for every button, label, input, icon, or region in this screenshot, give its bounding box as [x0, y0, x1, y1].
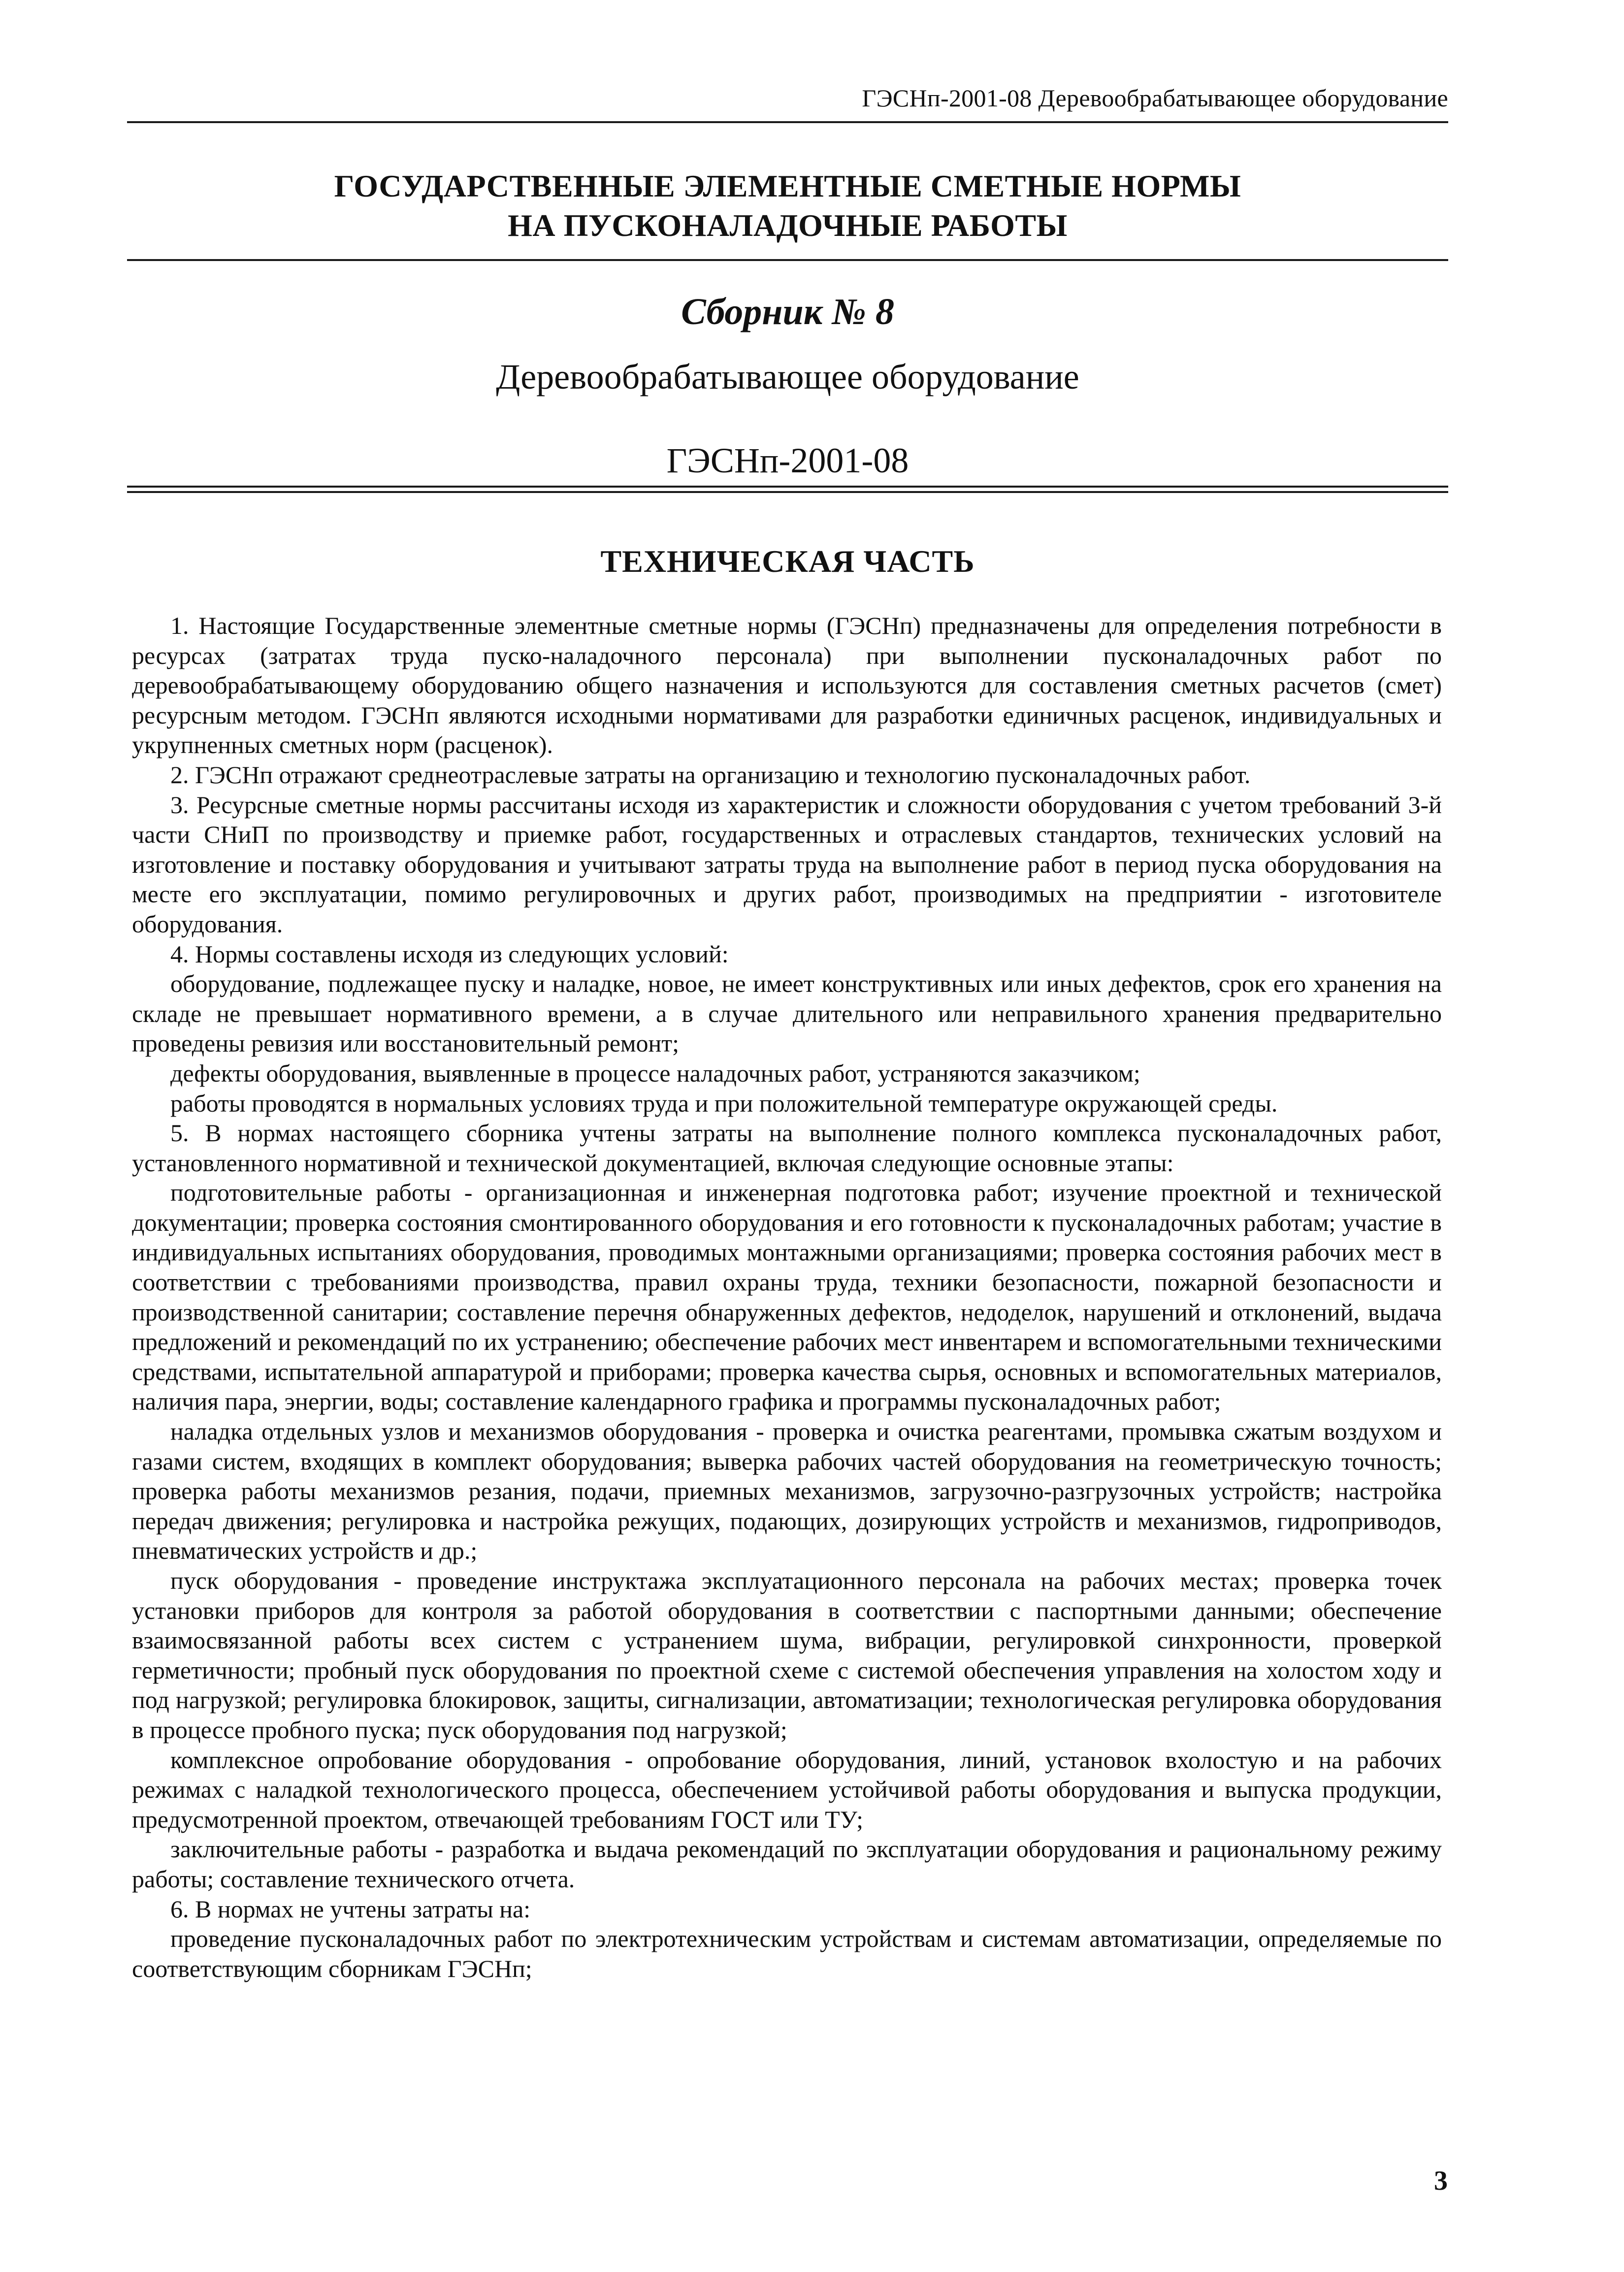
paragraph-6: 6. В нормах не учтены затраты на:	[170, 1895, 531, 1923]
paragraph-5-stage-preparatory: подготовительные работы - организационная и инженерная подготовка работ; изучение проектной и технической документации; проверка состояния смонтированного оборудования и его готовности к пусконаладочных работам; участие в индивидуальных испытаниях оборудования, проводимых монтажными организациями; проверка состояния рабочих мест в соответствии с требованиями производства, правил охраны труда, техники безопасности, пожарной безопасности и производственной санитарии; составление перечня обнаруженных дефектов, недоделок, нарушений и отклонений, выдача предложений и рекомендаций по их устранению; обеспечение рабочих мест инвентарем и вспомогательными техническими средствами, испытательной аппаратурой и приборами; проверка качества сырья, основных и вспомогательных материалов, наличия пара, энергии, воды; составление календарного графика и программы пусконаладочных работ;	[132, 1179, 1442, 1416]
paragraph-4-condition-2: дефекты оборудования, выявленные в процессе наладочных работ, устраняются заказчиком;	[170, 1059, 1140, 1087]
paragraph-5-stage-final: заключительные работы - разработка и выдача рекомендаций по эксплуатации оборудования и рациональному режиму работы; составление технического отчета.	[132, 1835, 1442, 1893]
collection-code: ГЭСНп-2001-08	[666, 441, 909, 480]
document-title	[127, 166, 1448, 245]
header-rule	[127, 121, 1448, 123]
collection-name: Деревообрабатывающее оборудование	[496, 357, 1079, 396]
code-rule-lower	[127, 491, 1448, 493]
collection-number: Сборник № 8	[681, 291, 894, 332]
paragraph-4: 4. Нормы составлены исходя из следующих условий:	[170, 940, 729, 968]
paragraph-2: 2. ГЭСНп отражают среднеотраслевые затраты на организацию и технологию пусконаладочных работ.	[170, 760, 1251, 789]
document-title-line-2: НА ПУСКОНАЛАДОЧНЫЕ РАБОТЫ	[508, 208, 1068, 243]
paragraph-4-condition-1: оборудование, подлежащее пуску и наладке, новое, не имеет конструктивных или иных дефектов, срок его хранения на складе не превышает нормативного времени, а в случае длительного или неправильного хранения предварительно проведены ревизия или восстановительный ремонт;	[132, 970, 1442, 1057]
paragraph-4-condition-3: работы проводятся в нормальных условиях труда и при положительной температуре окружающей среды.	[170, 1089, 1278, 1117]
document-title-line-1: ГОСУДАРСТВЕННЫЕ ЭЛЕМЕНТНЫЕ СМЕТНЫЕ НОРМЫ	[334, 168, 1241, 203]
paragraph-5: 5. В нормах настоящего сборника учтены затраты на выполнение полного комплекса пусконаладочных работ, установленного нормативной и технической документацией, включая следующие основные этапы:	[132, 1119, 1442, 1177]
paragraph-5-stage-complex-testing: комплексное опробование оборудования - опробование оборудования, линий, установок вхолостую и на рабочих режимах с наладкой технологического процесса, обеспечением устойчивой работы оборудования и выпуска продукции, предусмотренной проектом, отвечающей требованиям ГОСТ или ТУ;	[132, 1745, 1442, 1833]
paragraph-1: 1. Настоящие Государственные элементные сметные нормы (ГЭСНп) предназначены для определения потребности в ресурсах (затратах труда пуско-наладочного персонала) при выполнении пусконаладочных работ по деревообрабатывающему оборудованию общего назначения и используются для составления сметных расчетов (смет) ресурсным методом. ГЭСНп являются исходными нормативами для разработки единичных расценок, индивидуальных и укрупненных сметных норм (расценок).	[132, 612, 1442, 759]
section-title: ТЕХНИЧЕСКАЯ ЧАСТЬ	[600, 544, 975, 579]
running-header: ГЭСНп-2001-08 Деревообрабатывающее оборудование	[862, 84, 1448, 112]
page-number: 3	[1434, 2166, 1448, 2196]
title-rule	[127, 259, 1448, 261]
paragraph-3: 3. Ресурсные сметные нормы рассчитаны исходя из характеристик и сложности оборудования с учетом требований 3-й части СНиП по производству и приемке работ, государственных и отраслевых стандартов, технических условий на изготовление и поставку оборудования и учитывают затраты труда на выполнение работ в период пуска оборудования на месте его эксплуатации, помимо регулировочных и других работ, производимых на предприятии - изготовителе оборудования.	[132, 790, 1442, 938]
paragraph-6-item-1: проведение пусконаладочных работ по электротехническим устройствам и системам автоматизации, определяемые по соответствующим сборникам ГЭСНп;	[132, 1925, 1442, 1982]
code-rule-upper	[127, 486, 1448, 488]
paragraph-5-stage-adjustment: наладка отдельных узлов и механизмов оборудования - проверка и очистка реагентами, промывка сжатым воздухом и газами систем, входящих в комплект оборудования; выверка рабочих частей оборудования на геометрическую точность; проверка работы механизмов резания, подачи, приемных механизмов, загрузочно-разгрузочных устройств; настройка передач движения; регулировка и настройка режущих, подающих, дозирующих устройств и механизмов, гидроприводов, пневматических устройств и др.;	[132, 1417, 1442, 1565]
paragraph-5-stage-startup: пуск оборудования - проведение инструктажа эксплуатационного персонала на рабочих местах; проверка точек установки приборов для контроля за работой оборудования в соответствии с паспортными данными; обеспечение взаимосвязанной работы всех систем с устранением шума, вибрации, регулировкой синхронности, проверкой герметичности; пробный пуск оборудования по проектной схеме с системой обеспечения управления на холостом ходу и под нагрузкой; регулировка блокировок, защиты, сигнализации, автоматизации; технологическая регулировка оборудования в процессе пробного пуска; пуск оборудования под нагрузкой;	[132, 1567, 1442, 1744]
body-text	[132, 611, 1442, 1983]
